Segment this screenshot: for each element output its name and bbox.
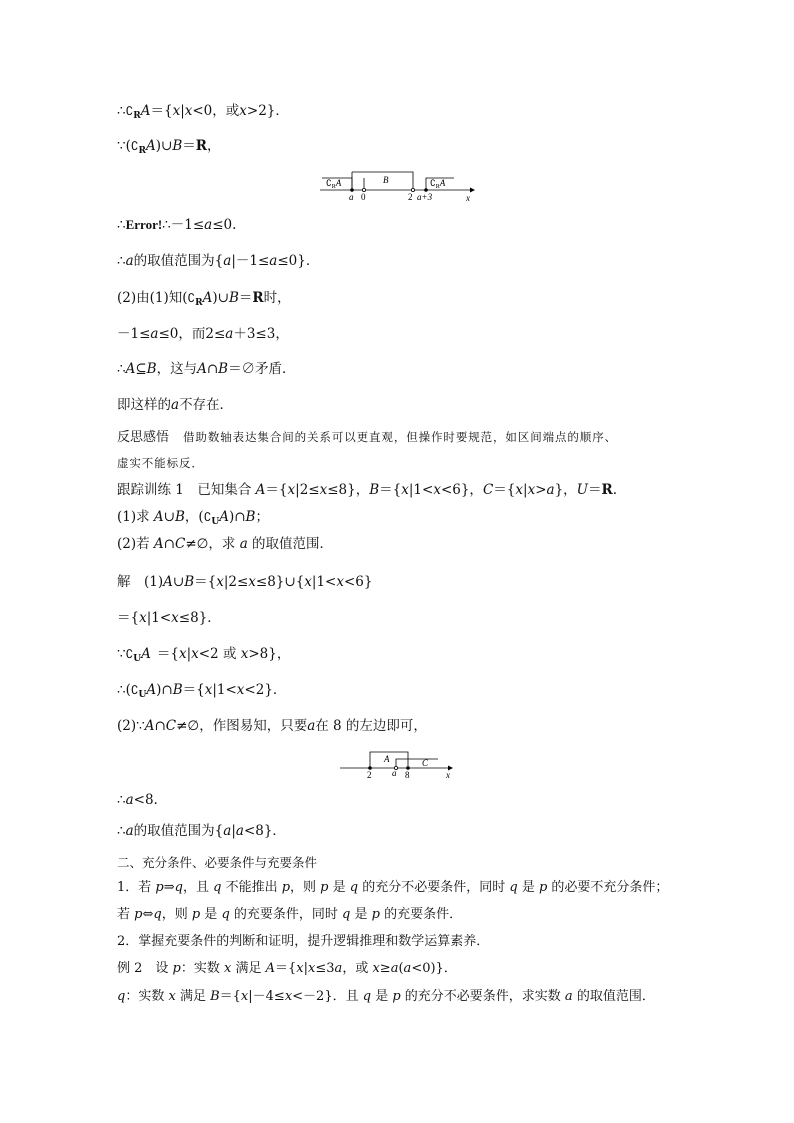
tick-a: a bbox=[392, 768, 397, 778]
solution-intersection: $\therefore(∁_UA)\cap B=\{x|1<x<2\}$． bbox=[117, 682, 287, 700]
solution-union: 解 (1)A∪B＝{x|2≤x≤8}∪{x|1<x<6} bbox=[117, 574, 373, 590]
solution-union-result: ＝{x|1<x≤8}． bbox=[117, 610, 221, 626]
label-cra-right: $∁_RA$ bbox=[430, 178, 446, 190]
example-2-q: q：实数 x 满足 B＝{x|－4≤x<－2}．且 q 是 p 的充分不必要条件，求实数 a 的取值范围． bbox=[117, 989, 655, 1004]
label-c: C bbox=[422, 758, 429, 768]
reflection-note-cont: 虚实不能标反． bbox=[117, 456, 204, 470]
line-inequality: －1≤a≤0，而2≤a＋3≤3， bbox=[117, 326, 289, 342]
tick-a: a bbox=[349, 192, 354, 202]
exercise-1-part2: (2)若 A∩C≠∅，求 a 的取值范围． bbox=[117, 536, 334, 552]
line-range-a-2: ∴a的取值范围为{a|a<8}． bbox=[117, 823, 286, 839]
line-a-less-8: ∴a<8. bbox=[117, 792, 158, 808]
label-cra-left: $∁_RA$ bbox=[326, 178, 342, 190]
tick-2: 2 bbox=[408, 192, 413, 202]
line-error-result: ∴Error!∴－1≤a≤0. bbox=[117, 217, 237, 233]
region-c bbox=[396, 759, 438, 768]
reflection-heading: 反思感悟 bbox=[117, 430, 170, 445]
label-b: B bbox=[383, 175, 389, 185]
section-heading: 二、充分条件、必要条件与充要条件 bbox=[117, 855, 318, 870]
axis-arrow bbox=[470, 188, 475, 193]
point-1-cont: 若 p⇔q，则 p 是 q 的充要条件，同时 q 是 p 的充要条件． bbox=[117, 907, 463, 922]
line-contradiction: ∴A⊆B，这与A∩B＝∅矛盾． bbox=[117, 361, 296, 377]
solution-part2: (2)∵A∩C≠∅，作图易知，只要a在 8 的左边即可， bbox=[117, 718, 427, 734]
exercise-1-part1: (1)求 A∪B，$(∁_UA)\cap B$； bbox=[117, 509, 269, 527]
number-line-figure-2 bbox=[338, 748, 458, 782]
example-2-p: 例 2 设 p：实数 x 满足 A＝{x|x≤3a，或 x≥a(a<0)}． bbox=[117, 961, 457, 976]
tick-8: 8 bbox=[405, 770, 410, 780]
line-part2-start: (2)由(1)知$(∁_RA)\cup B=R$时， bbox=[117, 290, 291, 308]
line-union-condition: $\because(∁_RA)\cup B=R$， bbox=[117, 138, 221, 156]
axis-label-x: x bbox=[446, 770, 450, 780]
label-a: A bbox=[384, 754, 390, 764]
solution-complement: $\because∁_UA =\{x|x<2$ 或 x>8}， bbox=[117, 646, 291, 664]
tick-2: 2 bbox=[367, 770, 372, 780]
line-range-a: ∴a的取值范围为{a|－1≤a≤0}． bbox=[117, 253, 320, 269]
number-line-figure-1 bbox=[318, 168, 478, 204]
tick-0: 0 bbox=[361, 192, 366, 202]
point-2: 2．掌握充要条件的判断和证明，提升逻辑推理和数学运算素养． bbox=[117, 934, 490, 949]
tick-a-plus-3: a+3 bbox=[417, 192, 433, 202]
exercise-1-statement: 跟踪训练 1 已知集合 A＝{x|2≤x≤8}，B＝{x|1<x<6}，C＝{x|x>a}，U＝R. bbox=[117, 482, 618, 498]
reflection-note: 反思感悟 借助数轴表达集合间的关系可以更直观，但操作时要规范，如区间端点的顺序、 bbox=[117, 430, 618, 445]
line-no-such-a: 即这样的a不存在． bbox=[117, 397, 234, 413]
line-complement-def: $\therefore∁_RA=\{x|x<0$，或x>2}． bbox=[117, 103, 289, 121]
point-1: 1．若 p⇒q，且 q 不能推出 p，则 p 是 q 的充分不必要条件，同时 q 是 p 的必要不充分条件； bbox=[117, 880, 669, 895]
axis-label-x: x bbox=[466, 193, 470, 203]
